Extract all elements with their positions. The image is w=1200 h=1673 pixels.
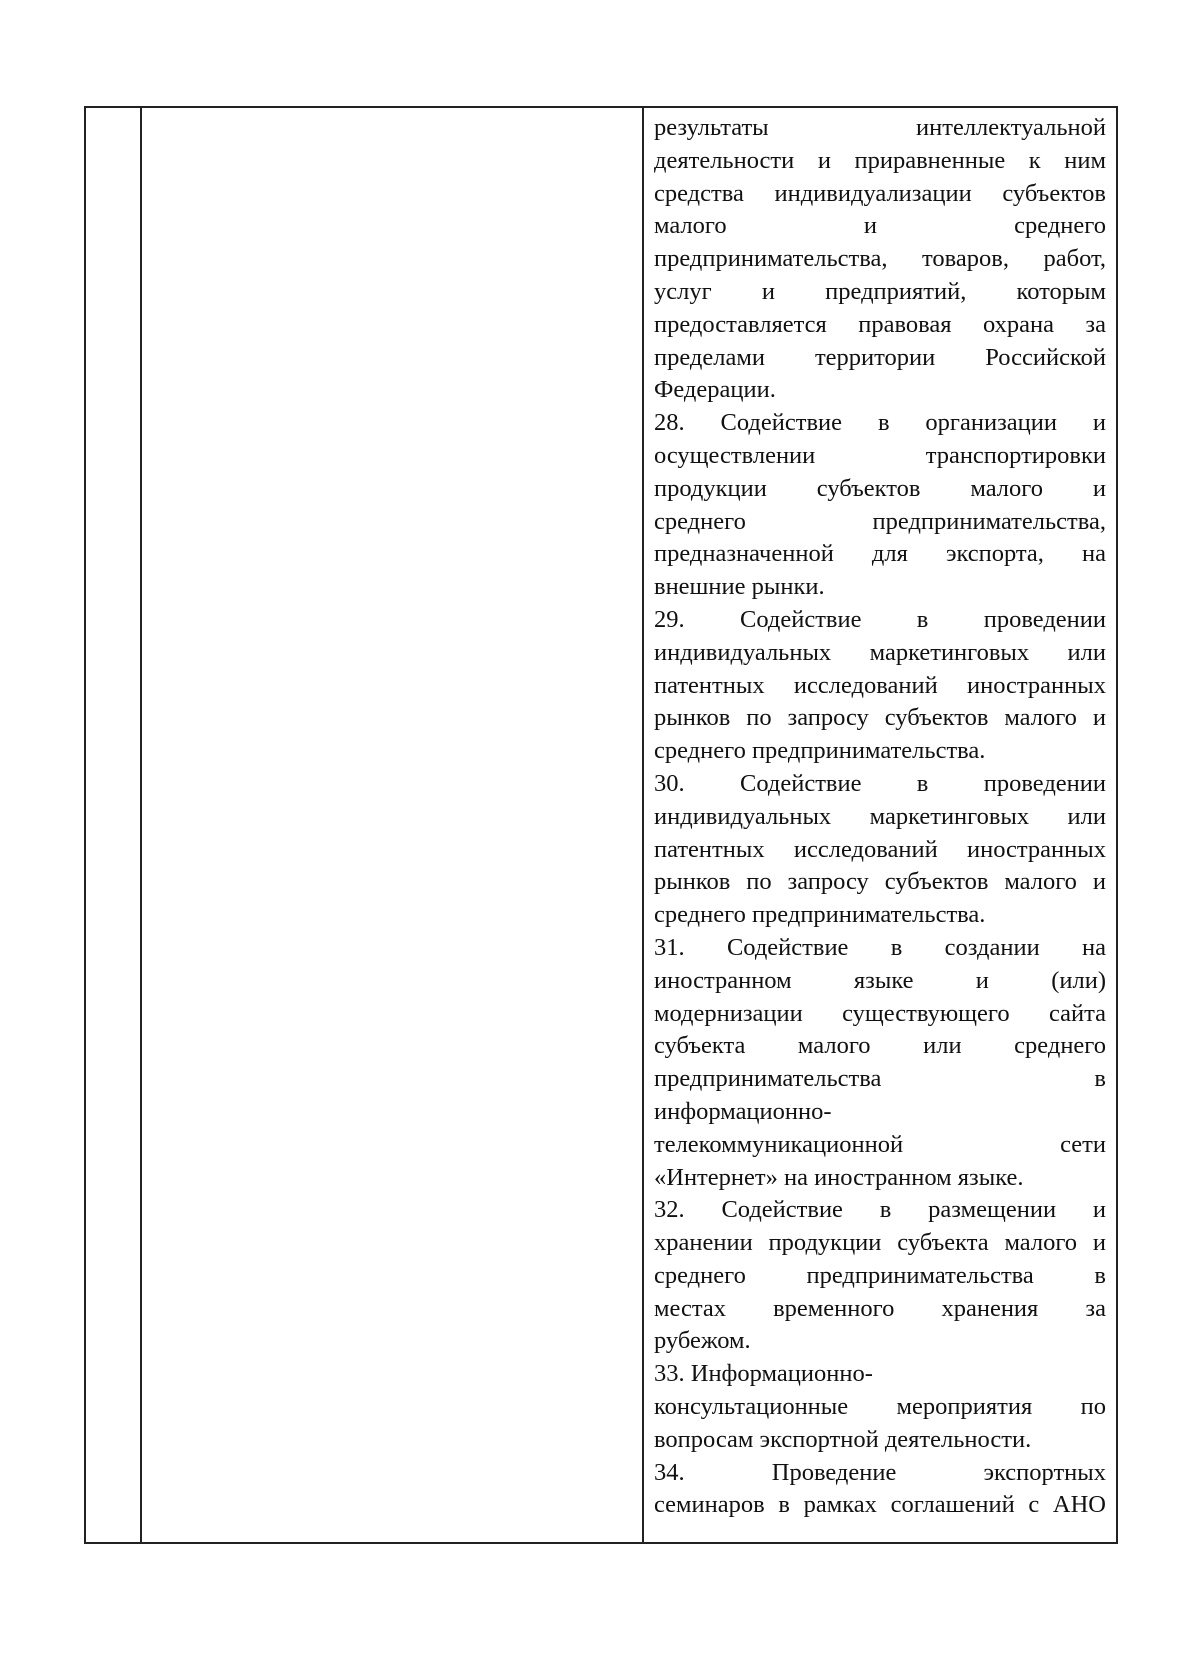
text-line: предназначенной для экспорта, на xyxy=(654,540,1106,568)
text-line: рынков по запросу субъектов малого и xyxy=(654,868,1106,896)
text-line: местах временного хранения за xyxy=(654,1294,1106,1322)
text-line: хранении продукции субъекта малого и xyxy=(654,1229,1106,1257)
text-line: средства индивидуализации субъектов xyxy=(654,179,1106,207)
text-line: пределами территории Российской xyxy=(654,343,1106,371)
text-line: консультационные мероприятия по xyxy=(654,1393,1106,1421)
text-line: «Интернет» на иностранном языке. xyxy=(654,1163,1024,1191)
text-line: среднего предпринимательства в xyxy=(654,1261,1106,1289)
text-line: рынков по запросу субъектов малого и xyxy=(654,704,1106,732)
table-cell-description xyxy=(142,108,642,1542)
text-line: среднего предпринимательства, xyxy=(654,507,1106,535)
text-line: индивидуальных маркетинговых или xyxy=(654,638,1106,666)
text-line: 31. Содействие в создании на xyxy=(654,933,1106,961)
text-line: услуг и предприятий, которым xyxy=(654,277,1106,305)
text-line: Федерации. xyxy=(654,376,776,404)
text-line: информационно- xyxy=(654,1097,832,1125)
text-line: предпринимательства, товаров, работ, xyxy=(654,245,1106,273)
text-line: 34. Проведение экспортных xyxy=(654,1458,1106,1486)
text-line: 33. Информационно- xyxy=(654,1360,873,1388)
text-line: 30. Содействие в проведении xyxy=(654,769,1106,797)
text-line: индивидуальных маркетинговых или xyxy=(654,802,1106,830)
text-line: патентных исследований иностранных xyxy=(654,835,1106,863)
table-cell-services-list xyxy=(644,108,1116,1542)
services-table xyxy=(84,106,1118,1544)
table-cell-number xyxy=(86,108,140,1542)
text-line: 28. Содействие в организации и xyxy=(654,409,1106,437)
text-line: среднего предпринимательства. xyxy=(654,901,986,929)
text-line: деятельности и приравненные к ним xyxy=(654,146,1106,174)
text-line: внешние рынки. xyxy=(654,573,825,601)
text-line: субъекта малого или среднего xyxy=(654,1032,1106,1060)
text-line: семинаров в рамках соглашений с АНО xyxy=(654,1491,1106,1519)
text-line: результаты интеллектуальной xyxy=(654,114,1106,141)
text-line: вопросам экспортной деятельности. xyxy=(654,1425,1032,1453)
text-line: 32. Содействие в размещении и xyxy=(654,1196,1106,1224)
text-line: телекоммуникационной сети xyxy=(654,1130,1106,1158)
text-line: 29. Содействие в проведении xyxy=(654,605,1106,633)
text-line: среднего предпринимательства. xyxy=(654,737,986,765)
text-line: малого и среднего xyxy=(654,212,1106,240)
text-line: рубежом. xyxy=(654,1327,751,1355)
text-line: продукции субъектов малого и xyxy=(654,474,1106,502)
text-line: осуществлении транспортировки xyxy=(654,441,1106,469)
text-line: предоставляется правовая охрана за xyxy=(654,310,1106,338)
text-line: предпринимательства в xyxy=(654,1065,1106,1093)
text-line: модернизации существующего сайта xyxy=(654,999,1106,1027)
text-line: патентных исследований иностранных xyxy=(654,671,1106,699)
text-line: иностранном языке и (или) xyxy=(654,966,1106,994)
